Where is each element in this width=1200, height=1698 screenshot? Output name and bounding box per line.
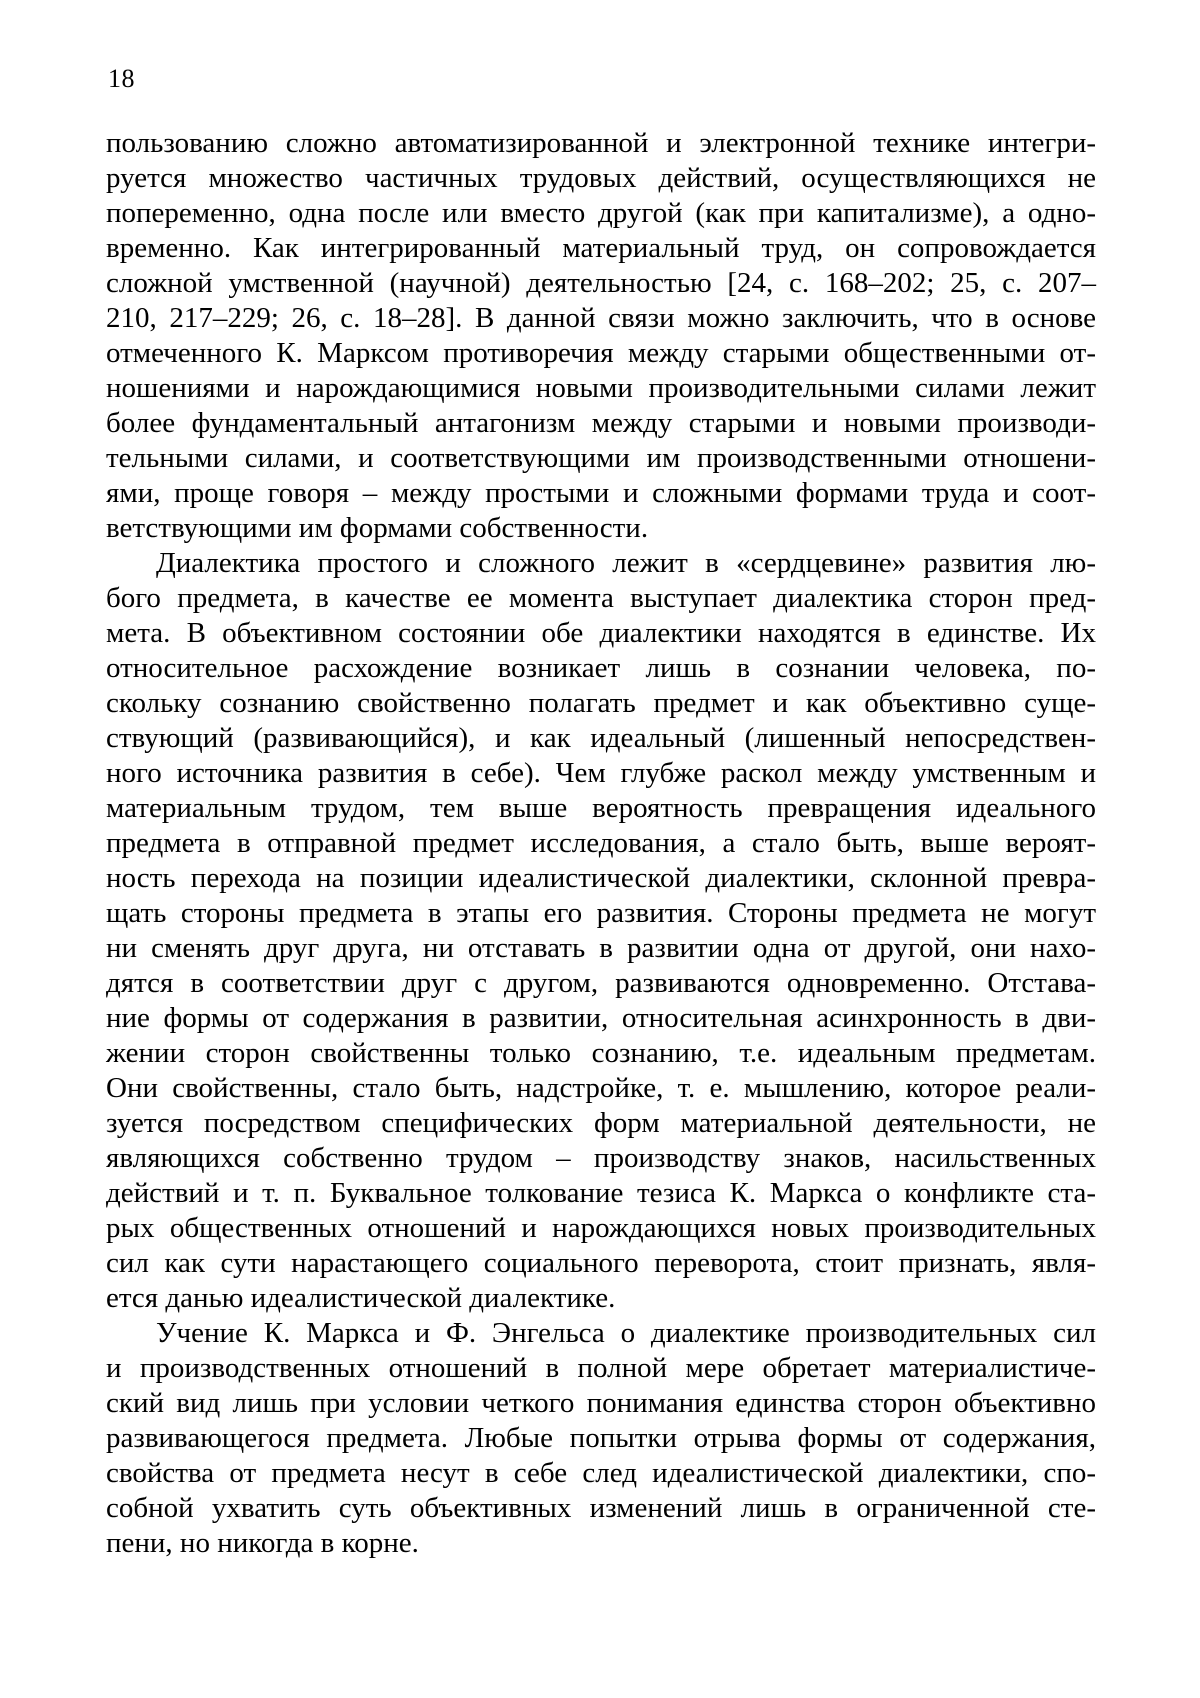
text-line: рых общественных отношений и нарождающихся новых производительных [106,1212,1096,1244]
text-line: мета. В объективном состоянии обе диалектики находятся в единстве. Их [106,617,1096,649]
text-line: ние формы от содержания в развитии, относительная асинхронность в дви- [106,1002,1096,1034]
text-line: щать стороны предмета в этапы его развития. Стороны предмета не могут [106,897,1096,929]
text-line: сложной умственной (научной) деятельностью [24, с. 168–202; 25, с. 207– [106,267,1096,299]
text-line: материальным трудом, тем выше вероятность превращения идеального [106,792,1096,824]
text-line: отмеченного К. Марксом противоречия между старыми общественными от- [106,337,1096,369]
text-line: бого предмета, в качестве ее момента выступает диалектика сторон пред- [106,582,1096,614]
text-line: относительное расхождение возникает лишь в сознании человека, по- [106,652,1096,684]
text-line: предмета в отправной предмет исследования, а стало быть, выше вероят- [106,827,1096,859]
text-line: ношениями и нарождающимися новыми производительными силами лежит [106,372,1096,404]
text-line: ями, проще говоря – между простыми и сложными формами труда и соот- [106,477,1096,509]
text-line: являющихся собственно трудом – производству знаков, насильственных [106,1142,1096,1174]
text-line: ветствующими им формами собственности. [106,512,649,544]
text-line: ни сменять друг друга, ни отставать в развитии одна от другой, они нахо- [106,932,1096,964]
text-line: 210, 217–229; 26, с. 18–28]. В данной связи можно заключить, что в основе [106,302,1096,334]
paragraph [106,546,1096,1316]
page-number: 18 [108,64,135,93]
text-line: пени, но никогда в корне. [106,1527,419,1559]
text-line: ность перехода на позиции идеалистической диалектики, склонной превра- [106,862,1096,894]
text-line: временно. Как интегрированный материальный труд, он сопровождается [106,232,1096,264]
text-line: ется данью идеалистической диалектике. [106,1282,616,1314]
text-line: тельными силами, и соответствующими им производственными отношени- [106,442,1096,474]
text-line: и производственных отношений в полной мере обретает материалистиче- [106,1352,1096,1384]
text-line: собной ухватить суть объективных изменений лишь в ограниченной сте- [106,1492,1096,1524]
text-line: Они свойственны, стало быть, надстройке, т. е. мышлению, которое реали- [106,1072,1096,1104]
text-line: руется множество частичных трудовых действий, осуществляющихся не [106,162,1096,194]
text-line: развивающегося предмета. Любые попытки отрыва формы от содержания, [106,1422,1096,1454]
text-line: пользованию сложно автоматизированной и электронной технике интегри- [106,127,1096,159]
paragraph [106,1316,1096,1561]
text-line: ного источника развития в себе). Чем глубже раскол между умственным и [106,757,1096,789]
text-line: свойства от предмета несут в себе след идеалистической диалектики, спо- [106,1457,1096,1489]
text-line: Учение К. Маркса и Ф. Энгельса о диалектике производительных сил [156,1317,1096,1349]
text-line: действий и т. п. Буквальное толкование тезиса К. Маркса о конфликте ста- [106,1177,1096,1209]
paragraph [106,126,1096,546]
text-line: ский вид лишь при условии четкого понимания единства сторон объективно [106,1387,1096,1419]
text-line: Диалектика простого и сложного лежит в «сердцевине» развития лю- [156,547,1096,579]
text-line: сил как сути нарастающего социального переворота, стоит признать, явля- [106,1247,1096,1279]
text-line: зуется посредством специфических форм материальной деятельности, не [106,1107,1096,1139]
text-block [106,126,1096,1561]
text-line: дятся в соответствии друг с другом, развиваются одновременно. Отстава- [106,967,1096,999]
text-line: более фундаментальный антагонизм между старыми и новыми производи- [106,407,1096,439]
text-line: скольку сознанию свойственно полагать предмет и как объективно суще- [106,687,1096,719]
text-line: жении сторон свойственны только сознанию, т.е. идеальным предметам. [106,1037,1096,1069]
text-line: ствующий (развивающийся), и как идеальный (лишенный непосредствен- [106,722,1096,754]
text-line: попеременно, одна после или вместо другой (как при капитализме), а одно- [106,197,1096,229]
